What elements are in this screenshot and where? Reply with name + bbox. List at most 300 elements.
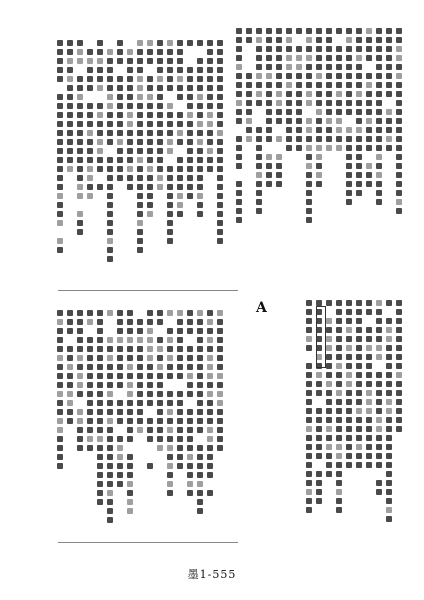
glyph-mark [256,190,262,196]
glyph-mark [67,319,73,325]
glyph-mark [177,310,183,316]
glyph-mark [376,435,382,441]
glyph-mark [386,73,392,79]
glyph-mark [57,94,63,100]
glyph-mark [117,355,123,361]
glyph-mark [127,346,133,352]
glyph-mark [306,300,312,306]
glyph-mark [376,363,382,369]
glyph-mark [336,489,342,495]
glyph-mark [306,507,312,513]
glyph-mark [127,472,133,478]
glyph-mark [346,91,352,97]
glyph-mark [137,40,143,46]
glyph-mark [87,337,93,343]
glyph-mark [326,309,332,315]
glyph-mark [346,163,352,169]
glyph-mark [187,310,193,316]
glyph-mark [217,211,223,217]
glyph-mark [87,40,93,46]
glyph-mark [346,100,352,106]
glyph-mark [326,318,332,324]
glyph-mark [306,390,312,396]
glyph-mark [177,94,183,100]
glyph-mark [266,154,272,160]
glyph-mark [147,382,153,388]
glyph-mark [137,67,143,73]
glyph-mark [386,309,392,315]
glyph-mark [336,46,342,52]
glyph-mark [316,28,322,34]
glyph-mark [147,67,153,73]
glyph-mark [107,67,113,73]
glyph-mark [286,64,292,70]
glyph-mark [187,382,193,388]
glyph-mark [167,76,173,82]
glyph-mark [157,346,163,352]
glyph-mark [137,247,143,253]
glyph-mark [376,462,382,468]
glyph-mark [67,337,73,343]
glyph-mark [157,409,163,415]
glyph-mark [127,157,133,163]
glyph-mark [306,172,312,178]
glyph-mark [147,184,153,190]
glyph-mark [147,319,153,325]
glyph-mark [157,454,163,460]
glyph-mark [117,121,123,127]
glyph-mark [236,154,242,160]
glyph-mark [97,382,103,388]
glyph-mark [316,444,322,450]
glyph-mark [197,49,203,55]
glyph-mark [57,211,63,217]
glyph-mark [187,436,193,442]
glyph-mark [266,28,272,34]
glyph-mark [97,112,103,118]
glyph-mark [187,148,193,154]
text-column [335,300,342,540]
glyph-mark [57,310,63,316]
glyph-mark [246,136,252,142]
glyph-mark [87,427,93,433]
glyph-mark [187,454,193,460]
glyph-mark [366,127,372,133]
glyph-mark [386,327,392,333]
glyph-mark [167,67,173,73]
glyph-mark [117,400,123,406]
glyph-mark [127,364,133,370]
glyph-mark [147,463,153,469]
glyph-mark [77,193,83,199]
glyph-mark [306,435,312,441]
glyph-mark [187,175,193,181]
glyph-mark [236,217,242,223]
glyph-mark [306,181,312,187]
glyph-mark [396,363,402,369]
glyph-mark [356,154,362,160]
glyph-mark [147,103,153,109]
glyph-mark [316,453,322,459]
glyph-mark [366,37,372,43]
glyph-mark [376,354,382,360]
glyph-mark [396,327,402,333]
glyph-mark [386,480,392,486]
glyph-mark [67,85,73,91]
glyph-mark [326,327,332,333]
glyph-mark [316,145,322,151]
glyph-mark [107,193,113,199]
text-column [375,28,382,258]
glyph-mark [346,462,352,468]
glyph-mark [207,328,213,334]
text-block-bottom-left [56,310,223,540]
glyph-mark [187,400,193,406]
glyph-mark [386,37,392,43]
glyph-mark [376,417,382,423]
glyph-mark [306,28,312,34]
glyph-mark [87,103,93,109]
glyph-mark [97,346,103,352]
glyph-mark [167,337,173,343]
glyph-mark [157,391,163,397]
glyph-mark [87,328,93,334]
glyph-mark [187,472,193,478]
glyph-mark [97,49,103,55]
glyph-mark [117,49,123,55]
text-column [56,310,63,540]
glyph-mark [266,64,272,70]
glyph-mark [356,462,362,468]
glyph-mark [316,100,322,106]
glyph-mark [217,229,223,235]
glyph-mark [197,454,203,460]
glyph-mark [67,67,73,73]
glyph-mark [197,94,203,100]
glyph-mark [376,46,382,52]
glyph-mark [356,318,362,324]
glyph-mark [197,175,203,181]
glyph-mark [306,408,312,414]
glyph-mark [207,364,213,370]
glyph-mark [167,364,173,370]
glyph-mark [197,436,203,442]
glyph-mark [67,40,73,46]
glyph-mark [376,55,382,61]
glyph-mark [157,130,163,136]
glyph-mark [217,193,223,199]
glyph-mark [147,148,153,154]
glyph-mark [356,91,362,97]
text-column [186,40,193,290]
glyph-mark [97,103,103,109]
glyph-mark [107,157,113,163]
glyph-mark [117,103,123,109]
glyph-mark [117,310,123,316]
glyph-mark [107,112,113,118]
glyph-mark [197,211,203,217]
glyph-mark [376,199,382,205]
glyph-mark [97,319,103,325]
glyph-mark [356,336,362,342]
glyph-mark [157,319,163,325]
glyph-mark [256,64,262,70]
glyph-mark [87,346,93,352]
glyph-mark [296,91,302,97]
glyph-mark [107,202,113,208]
glyph-mark [57,400,63,406]
glyph-mark [366,136,372,142]
glyph-mark [286,100,292,106]
page-label: 墨1-555 [187,568,237,581]
glyph-mark [147,121,153,127]
glyph-mark [276,127,282,133]
glyph-mark [306,336,312,342]
glyph-mark [346,154,352,160]
glyph-mark [117,67,123,73]
glyph-mark [157,328,163,334]
glyph-mark [207,319,213,325]
glyph-mark [366,28,372,34]
glyph-mark [127,148,133,154]
glyph-mark [207,94,213,100]
glyph-mark [276,181,282,187]
glyph-mark [217,355,223,361]
glyph-mark [366,444,372,450]
glyph-mark [77,49,83,55]
glyph-mark [336,145,342,151]
glyph-mark [197,427,203,433]
glyph-mark [266,127,272,133]
glyph-mark [107,166,113,172]
glyph-mark [306,82,312,88]
glyph-mark [57,445,63,451]
glyph-mark [326,336,332,342]
glyph-mark [197,58,203,64]
glyph-mark [276,91,282,97]
glyph-mark [67,382,73,388]
glyph-mark [376,82,382,88]
glyph-mark [246,100,252,106]
glyph-mark [57,373,63,379]
glyph-mark [137,202,143,208]
glyph-mark [157,310,163,316]
glyph-mark [306,199,312,205]
text-column [285,28,292,258]
text-column [76,310,83,540]
glyph-mark [147,94,153,100]
glyph-mark [67,409,73,415]
glyph-mark [336,453,342,459]
glyph-mark [97,427,103,433]
glyph-mark [296,127,302,133]
glyph-mark [336,507,342,513]
glyph-mark [87,400,93,406]
glyph-mark [167,400,173,406]
glyph-mark [57,427,63,433]
glyph-mark [167,328,173,334]
glyph-mark [77,94,83,100]
glyph-mark [87,148,93,154]
glyph-mark [117,175,123,181]
glyph-mark [87,67,93,73]
glyph-mark [157,40,163,46]
glyph-mark [326,381,332,387]
glyph-mark [366,163,372,169]
glyph-mark [396,390,402,396]
glyph-mark [386,498,392,504]
glyph-mark [177,121,183,127]
glyph-mark [177,346,183,352]
glyph-mark [117,391,123,397]
glyph-mark [117,481,123,487]
glyph-mark [77,202,83,208]
glyph-mark [376,489,382,495]
glyph-mark [137,148,143,154]
glyph-mark [167,130,173,136]
glyph-mark [177,418,183,424]
glyph-mark [87,355,93,361]
glyph-mark [326,91,332,97]
glyph-mark [336,327,342,333]
text-column [395,28,402,258]
glyph-mark [316,426,322,432]
glyph-mark [207,373,213,379]
glyph-mark [97,328,103,334]
glyph-mark [167,319,173,325]
glyph-mark [107,238,113,244]
glyph-mark [326,136,332,142]
glyph-mark [177,166,183,172]
glyph-mark [167,445,173,451]
glyph-mark [167,418,173,424]
glyph-mark [326,417,332,423]
glyph-mark [376,453,382,459]
glyph-mark [67,373,73,379]
text-column [345,300,352,540]
glyph-mark [127,166,133,172]
glyph-mark [57,220,63,226]
glyph-mark [137,184,143,190]
glyph-mark [386,109,392,115]
glyph-mark [326,37,332,43]
glyph-mark [346,372,352,378]
glyph-mark [316,399,322,405]
glyph-mark [67,130,73,136]
glyph-mark [57,247,63,253]
glyph-mark [346,118,352,124]
glyph-mark [57,238,63,244]
glyph-mark [266,82,272,88]
glyph-mark [177,211,183,217]
glyph-mark [276,28,282,34]
text-column [216,310,223,540]
glyph-mark [296,64,302,70]
glyph-mark [396,55,402,61]
glyph-mark [117,76,123,82]
glyph-mark [97,85,103,91]
glyph-mark [117,454,123,460]
text-column [265,28,272,258]
glyph-mark [157,49,163,55]
glyph-mark [336,73,342,79]
glyph-mark [77,355,83,361]
glyph-mark [127,337,133,343]
glyph-mark [117,328,123,334]
text-column [176,40,183,290]
glyph-mark [77,148,83,154]
glyph-mark [346,417,352,423]
glyph-mark [107,454,113,460]
glyph-mark [326,345,332,351]
glyph-mark [167,175,173,181]
glyph-mark [376,381,382,387]
glyph-mark [356,64,362,70]
glyph-mark [167,193,173,199]
glyph-mark [336,55,342,61]
glyph-mark [376,127,382,133]
glyph-mark [97,121,103,127]
glyph-mark [67,391,73,397]
glyph-mark [396,408,402,414]
glyph-mark [266,163,272,169]
glyph-mark [356,453,362,459]
glyph-mark [256,145,262,151]
glyph-mark [356,345,362,351]
glyph-mark [306,55,312,61]
glyph-mark [167,481,173,487]
glyph-mark [157,400,163,406]
glyph-mark [187,67,193,73]
glyph-mark [306,444,312,450]
glyph-mark [97,499,103,505]
glyph-mark [97,409,103,415]
glyph-mark [137,112,143,118]
glyph-mark [256,199,262,205]
text-column [375,300,382,540]
text-column [156,40,163,290]
glyph-mark [356,181,362,187]
glyph-mark [276,100,282,106]
glyph-mark [336,82,342,88]
glyph-mark [207,382,213,388]
glyph-mark [316,480,322,486]
text-column [76,40,83,290]
glyph-mark [127,382,133,388]
glyph-mark [57,85,63,91]
glyph-mark [217,112,223,118]
glyph-mark [197,184,203,190]
glyph-mark [57,382,63,388]
glyph-mark [316,46,322,52]
glyph-mark [187,391,193,397]
glyph-mark [396,163,402,169]
glyph-mark [137,193,143,199]
text-column [275,28,282,258]
glyph-mark [67,76,73,82]
glyph-mark [336,309,342,315]
glyph-mark [256,127,262,133]
glyph-mark [177,85,183,91]
glyph-mark [366,82,372,88]
glyph-mark [356,127,362,133]
glyph-mark [266,100,272,106]
glyph-mark [246,28,252,34]
glyph-mark [147,454,153,460]
glyph-mark [296,46,302,52]
glyph-mark [356,426,362,432]
glyph-mark [376,336,382,342]
